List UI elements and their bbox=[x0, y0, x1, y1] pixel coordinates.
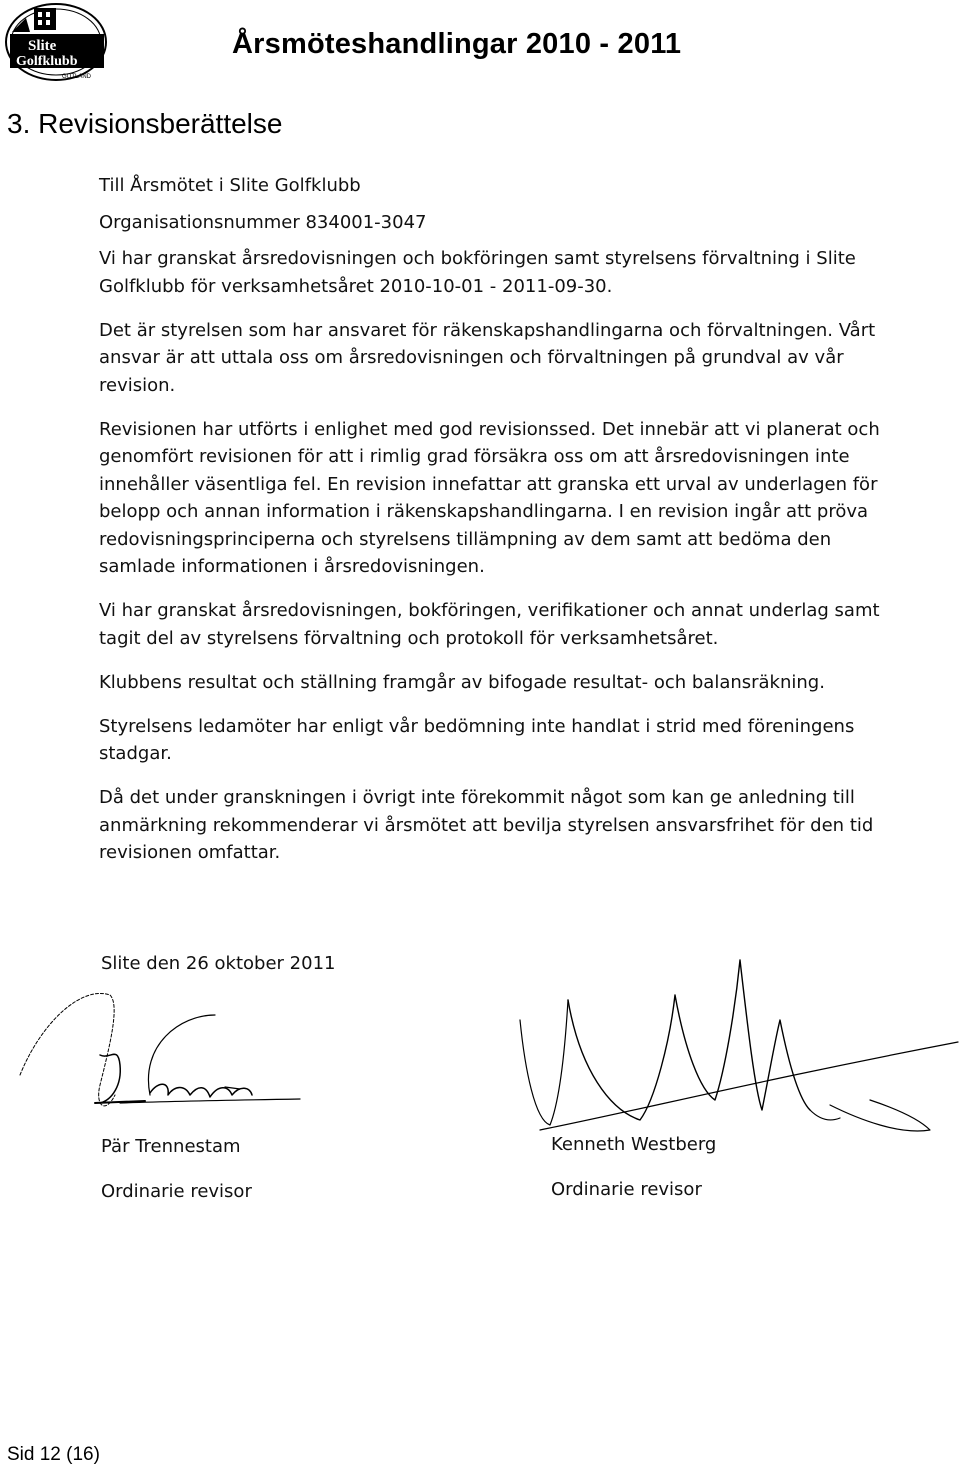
signer-right-role: Ordinarie revisor bbox=[551, 1179, 702, 1200]
letter-addressee: Till Årsmötet i Slite Golfklubb bbox=[99, 175, 361, 196]
logo-text-golfklubb: Golfklubb bbox=[16, 54, 78, 69]
signer-right-name: Kenneth Westberg bbox=[551, 1134, 717, 1155]
document-title: Årsmöteshandlingar 2010 - 2011 bbox=[232, 28, 682, 60]
logo-text-gotland: GOTLAND bbox=[62, 74, 92, 80]
club-logo bbox=[4, 2, 108, 82]
letter-paragraph-scope: Vi har granskat årsredovisningen och bokföringen samt styrelsens förvaltning i Slite Golfklubb för verksamhetsåret 2010-10-01 - 2011-09-30. bbox=[99, 248, 856, 297]
signature-left bbox=[0, 985, 340, 1135]
section-heading: 3. Revisionsberättelse bbox=[7, 108, 283, 139]
letter-org-number: Organisationsnummer 834001-3047 bbox=[99, 211, 427, 233]
letter-paragraph-board: Styrelsens ledamöter har enligt vår bedömning inte handlat i strid med föreningens stadgar. bbox=[99, 715, 855, 764]
letter-paragraph-responsibility: Det är styrelsen som har ansvaret för räkenskapshandlingarna och förvaltningen. Vårt ansvar är att uttala oss om årsredovisningen och förvaltningen på grundval av vår revision. bbox=[99, 319, 876, 396]
letter-paragraph-examined: Vi har granskat årsredovisningen, bokföringen, verifikationer och annat underlag samt tagit del av styrelsens förvaltning och protokoll för verksamhetsåret. bbox=[99, 600, 880, 649]
letter-paragraph-discharge: Då det under granskningen i övrigt inte förekommit något som kan ge anledning till anmärkning rekommenderar vi årsmötet att bevilja styrelsen ansvarsfrihet för den tid revisionen omfattar. bbox=[99, 787, 874, 863]
signer-left-role: Ordinarie revisor bbox=[101, 1181, 252, 1202]
logo-text-slite: Slite bbox=[28, 38, 57, 54]
letter-paragraph-results: Klubbens resultat och ställning framgår av bifogade resultat- och balansräkning. bbox=[99, 671, 825, 693]
letter-paragraph-method: Revisionen har utförts i enlighet med god revisionssed. Det innebär att vi planerat och genomfört revisionen för att i rimlig grad försäkra oss om att årsredovisningen inte innehåller väsentliga fel. En revision innefattar att granska ett urval av underlagen för belopp och annan information i räkenskapshandlingarna. I en revision ingår att pröva redovisningsprinciperna och styrelsens tillämpning av dem samt att bedöma den samlade informationen i årsredovisningen. bbox=[99, 418, 880, 577]
page-number: Sid 12 (16) bbox=[7, 1444, 100, 1465]
signature-right bbox=[500, 950, 960, 1140]
place-and-date: Slite den 26 oktober 2011 bbox=[101, 953, 336, 974]
audit-letter bbox=[99, 172, 889, 883]
signer-left-name: Pär Trennestam bbox=[101, 1136, 241, 1157]
